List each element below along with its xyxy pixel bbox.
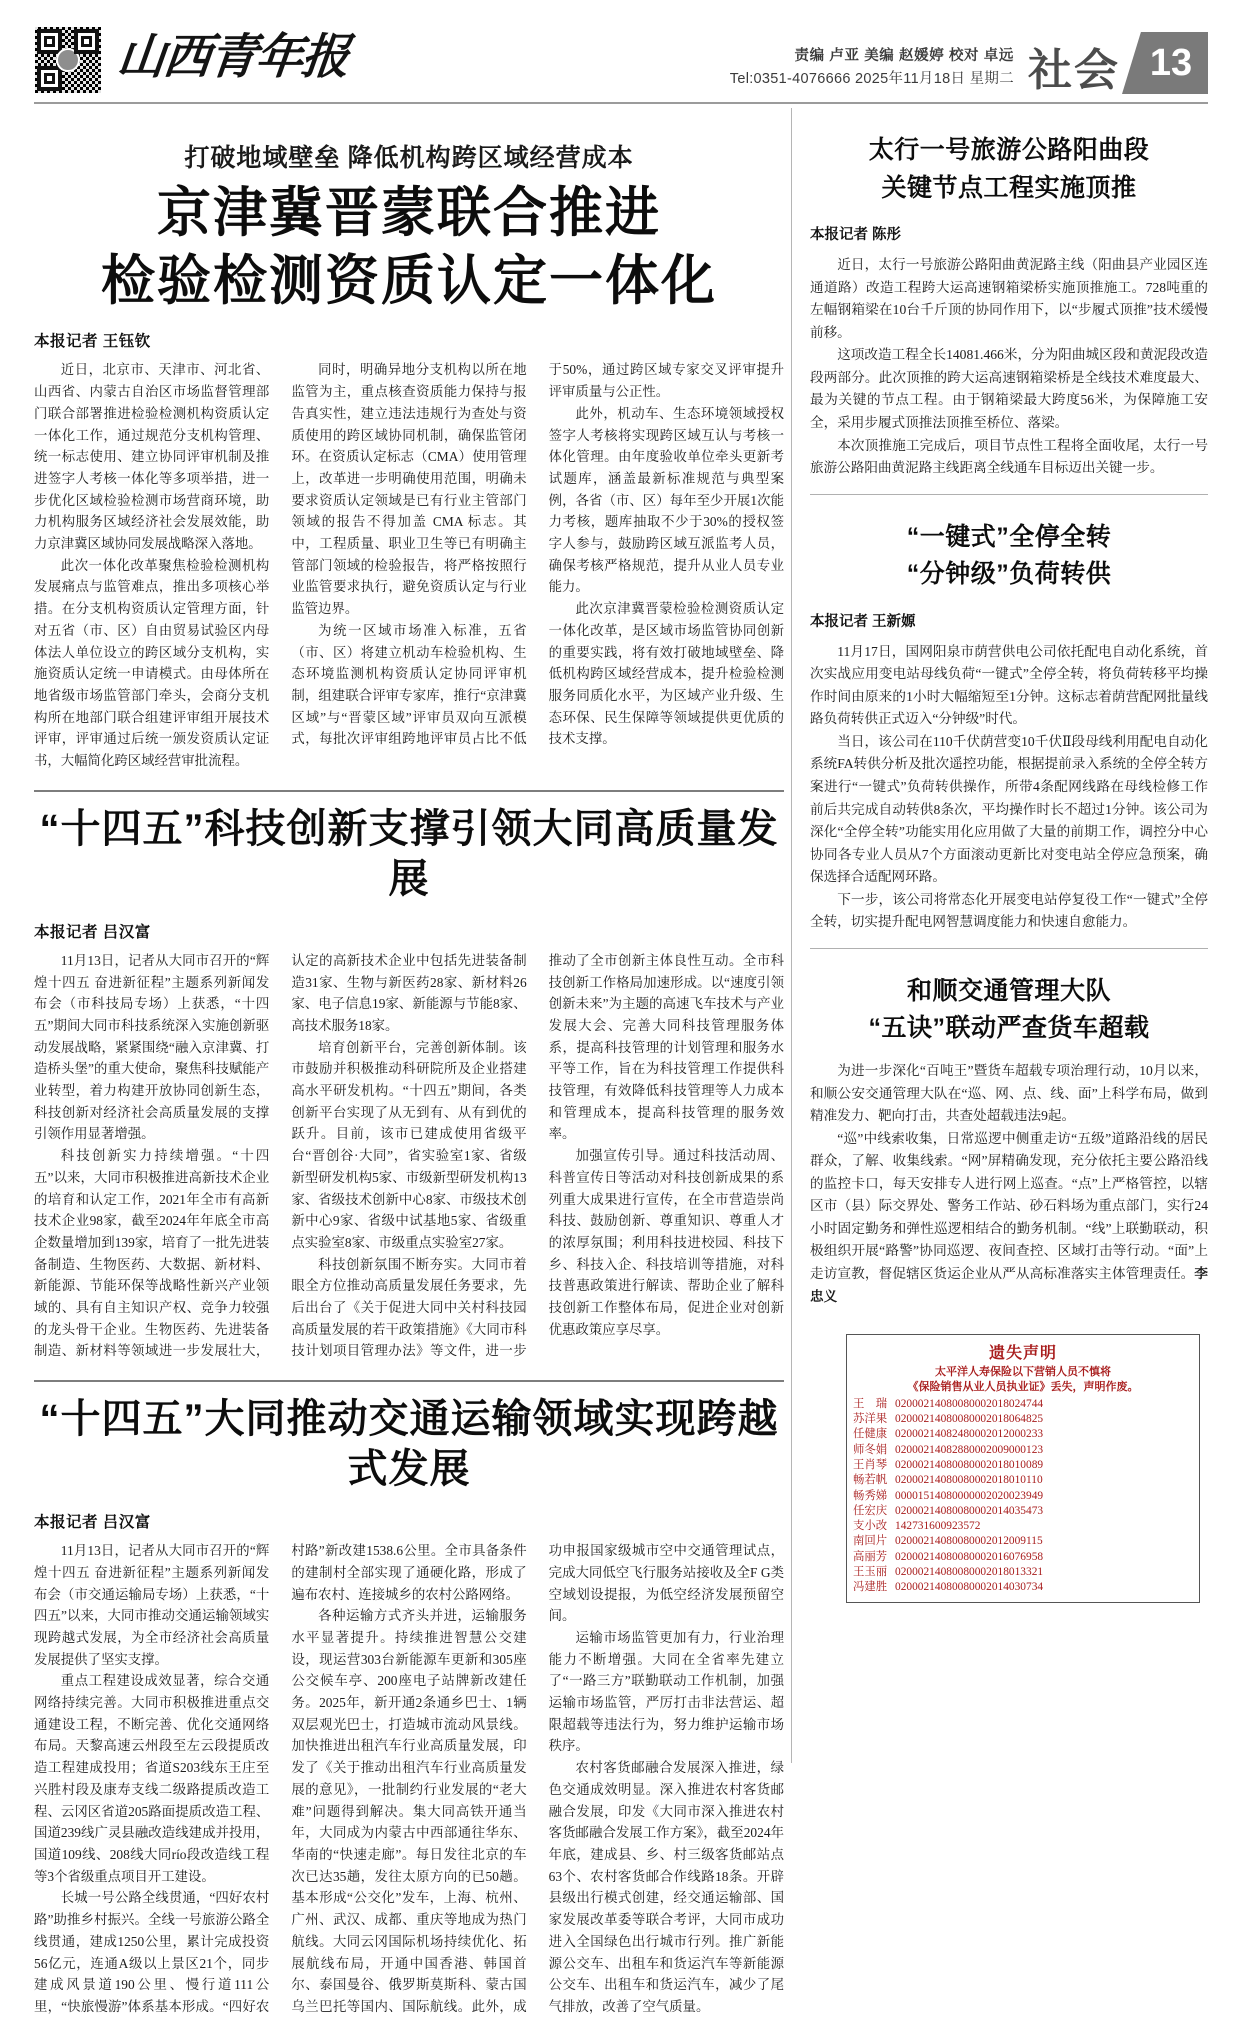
r3-body — [810, 1060, 1208, 1308]
r3-para-text: “巡”中线索收集，日常巡逻中侧重走访“五级”道路沿线的居民群众，了解、收集线索。“网”屏精确发现，充分依托主要公路沿线的监控卡口，每天安排专人进行网上巡查。“点”上严格管控，以辖区市（县）际交界处、警务工作站、砂石料场为重点部门，实行24小时固定勤务和弹性巡逻相结合的勤务机制。“线”上联勤联动，积极组织开展“路警”协同巡逻、夜间查控、区域打击等行动。“面”上走访宣教，督促辖区货运企业从严从高标准落实主体管理责任。 — [810, 1130, 1208, 1281]
notice-entry-name: 畅秀娣 — [853, 1489, 888, 1502]
lead-kicker: 打破地域壁垒 降低机构跨区域经营成本 — [184, 145, 634, 172]
notice-entry-name: 王玉丽 — [853, 1565, 888, 1578]
notice-entry-name: 师冬娟 — [853, 1443, 888, 1456]
notice-entry-name: 王肖琴 — [853, 1458, 888, 1471]
r3-para: 为进一步深化“百吨王”暨货车超载专项治理行动，10月以来，和顺公安交通管理大队在“巡、网、点、线、面”上科学布局，做到精准发力、靶向打击，共查处超载违法9起。 — [810, 1062, 1208, 1124]
notice-entry-list — [853, 1397, 1193, 1596]
right-divider — [810, 494, 1208, 495]
masthead-meta — [730, 45, 1014, 94]
r1-body — [810, 254, 1208, 480]
notice-entry — [853, 1412, 1193, 1427]
article2-para: 科技创新氛围不断夯实。大同市着眼全方位推动高质量发展任务要求，先后出台了《关于促进大同中关村科技园高质量发展的若干政策措施》《大同市科技计划项目管理办法》等文件，进一步推动了全市创新主体良性互动。全市科技创新工作格局加速形成。以“速度引领 创新未来”为主题的高速飞车技术与产业发展大会、完善大同科技管理服务体系，提高科技管理的计划管理和服务水平等工作，旨在为科技管理工作提供科技管理，有效降低科技管理等人力成本和管理成本，提高科技管理的服务效率。 — [291, 952, 784, 1359]
notice-entry — [853, 1504, 1193, 1519]
notice-entry — [853, 1565, 1193, 1580]
article2-body — [34, 950, 784, 1362]
vertical-rule — [791, 108, 792, 1763]
notice-entry-code: 02000214080080002018010110 — [895, 1474, 1043, 1487]
notice-entry-code: 02000214080080002018013321 — [895, 1565, 1044, 1578]
r2-headline-line2: “分钟级”负荷转供 — [906, 560, 1112, 589]
r2-para: 11月17日，国网阳泉市荫营供电公司依托配电自动化系统，首次实战应用变电站母线负荷“一键式”全停全转，将负荷转移平均操作时间由原来的1小时大幅缩短至1分钟。这标志着荫营配网批量线路负荷转供正式迈入“分钟级”时代。 — [810, 643, 1208, 727]
notice-entry-code: 02000214080080002016076958 — [895, 1550, 1044, 1563]
editors-line: 责编 卢亚 美编 赵媛婷 校对 卓远 — [794, 48, 1014, 65]
notice-entry-code: 00001514080000002020023949 — [895, 1489, 1044, 1502]
lead-para: 此次一体化改革聚焦检验检测机构发展痛点与监管难点，推出多项核心举措。在分支机构资质认定管理方面，针对五省（市、区）自由贸易试验区内母体法人单位设立的跨区域分支机构，实施资质认定统一申请模式。由母体所在地省级市场监管部门牵头，会商分支机构所在地部门联合组建评审组开展技术评审，评审通过后统一颁发资质认定证书，大幅简化跨区域经营审批流程。 — [34, 557, 270, 769]
lost-notice-box — [846, 1334, 1200, 1603]
lead-headline-line2: 检验检测资质认定一体化 — [101, 250, 717, 311]
lead-para: 近日，北京市、天津市、河北省、山西省、内蒙古自治区市场监督管理部门联合部署推进检验检测机构资质认定一体化工作，通过规范分支机构管理、统一标志使用、建立协同评审机制及推进签字人考核一体化等多项举措，进一步优化区域检验检测市场营商环境，助力机构服务区域经济社会发展效能，助力京津冀区域协同发展战略深入落地。 — [34, 362, 270, 552]
notice-entry-name: 苏洋果 — [853, 1413, 888, 1426]
r2-para: 当日，该公司在110千伏荫营变10千伏Ⅱ段母线利用配电自动化系统FA转供分析及批次遥控功能，根据提前录入系统的全停全转方案进行“一键式”负荷转供操作，所带4条配网线路在母线检修工作前后共完成自动转供8条次，平均操作时长不超过1分钟。该公司为深化“全停全转”功能实用化应用做了大量的前期工作，调控分中心协同各专业人员从7个方面滚动更新比对变电站全停应急预案，确保选择合适配网环路。 — [810, 733, 1208, 885]
r1-para: 这项改造工程全长14081.466米，分为阳曲城区段和黄泥段改造段两部分。此次顶推的跨大运高速钢箱梁桥是全线技术难度最大、最为关键的节点工程。由于钢箱梁最大跨度56米，为保障施工安全，采用步履式顶推法顶推至桥位、落梁。 — [810, 347, 1208, 430]
notice-entry-code: 02000214080080002018064825 — [895, 1413, 1044, 1426]
notice-entry-code: 02000214082880002009000123 — [895, 1443, 1044, 1456]
r1-headline-line1: 太行一号旅游公路阳曲段 — [868, 136, 1150, 164]
article3-para: 11月13日，记者从大同市召开的“辉煌十四五 奋进新征程”主题系列新闻发布会（市交通运输局专场）上获悉，“十四五”以来，大同市推动交通运输领域实现跨越式发展，为全市经济社会高质量发展提供了坚实支撑。 — [34, 1543, 270, 1667]
lead-article — [34, 138, 784, 772]
article3-para: 运输市场监管更加有力，行业治理能力不断增强。大同在全省率先建立了“一路三方”联勤联动工作机制，加强运输市场监管，严厉打击非法营运、超限超载等违法行为，努力维护运输市场秩序。 — [548, 1629, 784, 1754]
right-article-taihang — [810, 134, 1208, 480]
article3-para: 农村客货邮融合发展深入推进，绿色交通成效明显。深入推进农村客货邮融合发展，印发《大同市深入推进农村客货邮融合发展工作方案》，截至2024年年底，建成县、乡、村三级客货邮站点63个、农村客货邮合作线路18条。开辟县级出行模式创建，经交通运输部、国家发展改革委等联合考评，大同市成功进入全国绿色出行城市行列。推广新能源公交车、出租车和货运汽车等新能源公交车、出租车和货运汽车，减少了尾气排放，改善了空气质量。 — [548, 1760, 784, 2014]
r3-headline-line1: 和顺交通管理大队 — [906, 976, 1111, 1005]
article3-para: 长城一号公路全线贯通，“四好农村路”助推乡村振兴。全线一号旅游公路全线贯通，建成1250公里，累计完成投资56亿元，连通A级以上景区21个，同步建成风景道190公里、慢行道111公里，“快旅慢游”体系基本形成。“四好农村路”新改建1538.6公里。全市具备条件的建制村全部实现了通硬化路，形成了遍布农村、连接城乡的农村公路网络。 — [34, 1543, 527, 2014]
notice-entry-code: 02000214080080002014035473 — [895, 1504, 1044, 1517]
qr-finder-icon — [37, 66, 62, 91]
r3-para — [810, 1128, 1208, 1309]
notice-entry — [853, 1534, 1193, 1549]
page-number-text: 13 — [1149, 41, 1193, 84]
notice-entry — [853, 1458, 1193, 1473]
lead-para: 同时，明确异地分支机构以所在地监管为主，重点核查资质能力保持与报告真实性，建立违法违规行为查处与资质使用的跨区域协同机制，确保监管闭环。在资质认定标志（CMA）使用管理上，改革进一步明确使用范围，明确未要求资质认定领域是已有行业主管部门领域的报告不得加盖 CMA 标志。其中，工程质量、职业卫生等已有明确主管部门领域的检验报告，将严格按照行业监管要求执行，避免资质认定与行业监管边界。 — [291, 362, 527, 617]
notice-subtitle-1: 太平洋人寿保险以下营销人员不慎将 — [935, 1366, 1111, 1379]
notice-entry-code: 02000214080080002018010089 — [895, 1458, 1044, 1471]
article3-para: 重点工程建设成效显著，综合交通网络持续完善。大同市积极推进重点交通建设工程，不断完善、优化交通网络布局。天黎高速云州段至左云段提质改造工程建成投用；省道S203线东王庄至兴胜村段及康寿支线二级路提质改造工程、云冈区省道205路面提质改造工程、国道239线广灵县融改造线建成并投用，国道109线、208线大同río段改造线工程等3个省级重点项目开工建设。 — [34, 1673, 270, 1884]
article2-para: 11月13日，记者从大同市召开的“辉煌十四五 奋进新征程”主题系列新闻发布会（市科技局专场）上获悉，“十四五”期间大同市科技系统深入实施创新驱动发展战略，紧紧围绕“融入京津冀、打造桥头堡”的重大使命，聚焦科技赋能产业转型，着力构建开放协同创新生态，科技创新对经济社会高质量发展的支撑引领作用显著增强。 — [34, 952, 270, 1142]
article-divider — [34, 790, 784, 792]
r1-para: 本次顶推施工完成后，项目节点性工程将全面收尾，太行一号旅游公路阳曲黄泥路主线距离全线通车目标迈出关键一步。 — [810, 437, 1208, 476]
notice-entry — [853, 1580, 1193, 1595]
lead-headline-line1: 京津冀晋蒙联合推进 — [157, 183, 661, 243]
lead-para: 为统一区域市场准入标准，五省（市、区）将建立机动车检验机构、生态环境监测机构资质认定协同评审机制，组建联合评审专家库，推行“京津冀区域”与“晋蒙区域”评审员双向互派模式，每批次评审组跨地评审员占比不低于50%，通过跨区域专家交叉评审提升评审质量与公正性。 — [291, 362, 784, 747]
r2-body — [810, 641, 1208, 934]
section-title: 社会 — [1028, 46, 1120, 96]
r2-headline-line1: “一键式”全停全转 — [906, 522, 1112, 551]
lead-para: 此次京津冀晋蒙检验检测资质认定一体化改革，是区域市场监管协同创新的重要实践，将有效打破地域壁垒、降低机构跨区域经营成本，提升检验检测服务同质化水平，为区域产业升级、生态环保、民生保障等领域提供更优质的技术支撑。 — [548, 601, 784, 747]
notice-entry-name: 支小改 — [853, 1520, 888, 1533]
article-tech-innovation — [34, 804, 784, 1362]
notice-entry — [853, 1489, 1193, 1504]
r1-headline-line2: 关键节点工程实施顶推 — [881, 173, 1137, 202]
article3-para: 各种运输方式齐头并进，运输服务水平显著提升。持续推进智慧公交建设，现运营303台新能源车更新和305座公交候车亭、200座电子站牌新改建任务。2025年，新开通2条通乡巴士、1辆双层观光巴士，打造城市流动风景线。加快推进出租汽车行业高质量发展，印发了《关于推动出租汽车行业高质量发展的意见》，一批制约行业发展的“老大难”问题得到解决。集大同高铁开通当年，大同成为内蒙古中西部通往华东、华南的“快速走廊”。每日发往北京的车次已达35趟，发往太原方向的已50趟。基本形成“公交化”发车，上海、杭州、广州、武汉、成都、重庆等地成为热门航线。大同云冈国际机场持续优化、拓展航线布局，开通中国香港、韩国首尔、泰国曼谷、俄罗斯莫斯科、蒙古国乌兰巴托等国内、国际航线。此外，成功申报国家级城市空中交通管理试点，完成大同低空飞行服务站接收及全F G类空域划设提报，为低空经济发展预留空间。 — [291, 1543, 784, 2014]
right-divider — [810, 948, 1208, 949]
notice-title: 遗失声明 — [988, 1345, 1057, 1363]
notice-entry — [853, 1443, 1193, 1458]
notice-entry-name: 高丽芳 — [853, 1550, 888, 1563]
r1-byline: 本报记者 陈彤 — [810, 227, 902, 243]
article-transport — [34, 1394, 784, 2017]
content-area — [0, 108, 1242, 2014]
paper-nameplate: 山西青年报 — [114, 31, 351, 84]
masthead — [0, 0, 1242, 108]
notice-entry-name: 畅若帆 — [853, 1474, 888, 1487]
page-number-badge — [1122, 32, 1208, 94]
column-gutter — [784, 108, 798, 1763]
notice-entry-code: 02000214080080002012009115 — [895, 1535, 1043, 1548]
notice-entry-name: 任宏庆 — [853, 1504, 888, 1517]
main-column — [34, 108, 784, 2014]
notice-entry-code: 02000214082480002012000233 — [895, 1428, 1044, 1441]
r3-signoff: 李忠义 — [810, 1266, 1208, 1304]
notice-entry-code: 142731600923572 — [895, 1520, 981, 1533]
notice-entry-name: 任健康 — [853, 1428, 888, 1441]
r1-para: 近日，太行一号旅游公路阳曲黄泥路主线（阳曲县产业园区连通道路）改造工程跨大运高速钢箱梁桥实施顶推施工。728吨重的左幅钢箱梁在10台千斤顶的协同作用下，以“步履式顶推”技术缓慢前移。 — [810, 257, 1208, 340]
right-article-power — [810, 521, 1208, 934]
tel-date-line: Tel:0351-4076666 2025年11月18日 星期二 — [729, 70, 1014, 87]
notice-entry-name: 冯建胜 — [853, 1581, 888, 1594]
qr-logo-icon — [56, 48, 80, 72]
masthead-right — [730, 20, 1208, 94]
article2-para: 培育创新平台，完善创新体制。该市鼓励并积极推动科研院所及企业搭建高水平研发机构。“十四五”期间，各类创新平台实现了从无到有、从有到优的跃升。目前，该市已建成使用省级平台“晋创谷·大同”，省实验室1家、省级新型研发机构5家、市级新型研发机构13家、省级技术创新中心8家、市级技术创新中心9家、省级中试基地5家、省级重点实验室8家、市级重点实验室27家。 — [291, 1039, 527, 1250]
article2-para: 科技创新实力持续增强。“十四五”以来，大同市积极推进高新技术企业的培育和认定工作，2021年全市有高新技术企业98家，截至2024年年底全市高企数量增加到139家，培育了一批先进装备制造、生物医药、大数据、新材料、新能源、节能环保等战略性新兴产业领域的、具有自主知识产权、竞争力较强的龙头骨干企业。生物医药、先进装备制造、新材料等领域进一步发展壮大，认定的高新技术企业中包括先进装备制造31家、生物与新医药28家、新材料26家、电子信息19家、新能源与节能8家、高技术服务18家。 — [34, 952, 527, 1359]
notice-entry-code: 02000214080080002018024744 — [895, 1397, 1044, 1410]
notice-entry — [853, 1519, 1193, 1534]
article3-byline: 本报记者 吕汉富 — [34, 1514, 151, 1532]
notice-entry-name: 王 瑞 — [853, 1397, 888, 1410]
article3-headline: “十四五”大同推动交通运输领域实现跨越式发展 — [39, 1397, 779, 1492]
article-divider — [34, 1380, 784, 1382]
lead-byline: 本报记者 王钰钦 — [34, 333, 151, 351]
r3-headline-line2: “五诀”联动严查货车超载 — [868, 1014, 1150, 1043]
r2-byline: 本报记者 王新嫄 — [810, 613, 916, 630]
notice-entry — [853, 1397, 1193, 1412]
article3-body — [34, 1540, 784, 2017]
lead-para: 此外，机动车、生态环境领域授权签字人考核将实现跨区域互认与考核一体化管理。由年度验收单位牵头更新考试题库，涵盖最新标准规范与典型案例，各省（市、区）每年至少开展1次能力考核，题库抽取不少于30%的授权签字人参与，鼓励跨区域互派监考人员，确保考核严格规范，提升从业人员专业能力。 — [548, 405, 784, 595]
r2-para: 下一步，该公司将常态化开展变电站停复役工作“一键式”全停全转，切实提升配电网智慧调度能力和快速自愈能力。 — [810, 891, 1208, 930]
notice-entry-code: 02000214080080002014030734 — [895, 1581, 1044, 1594]
notice-entry — [853, 1550, 1193, 1565]
right-column — [798, 108, 1208, 1763]
qr-code-icon[interactable] — [34, 26, 102, 94]
notice-entry — [853, 1427, 1193, 1442]
masthead-divider — [34, 102, 1208, 104]
article2-para: 加强宣传引导。通过科技活动周、科普宣传日等活动对科技创新成果的系列重大成果进行宣传，在全市营造崇尚科技、鼓励创新、尊重知识、尊重人才的浓厚氛围；利用科技进校园、科技下乡、科技入企、科技培训等措施，对科技普惠政策进行解读、帮助企业了解科技创新工作整体布局，促进企业对创新优惠政策应享尽享。 — [548, 1148, 784, 1337]
right-article-traffic — [810, 975, 1208, 1308]
article2-byline: 本报记者 吕汉富 — [34, 923, 151, 941]
article2-headline: “十四五”科技创新支撑引领大同高质量发展 — [39, 806, 779, 901]
lead-body — [34, 359, 784, 771]
notice-subtitle-2: 《保险销售从业人员执业证》丢失，声明作废。 — [907, 1380, 1139, 1393]
notice-entry-name: 南回片 — [853, 1535, 888, 1548]
notice-entry — [853, 1473, 1193, 1488]
